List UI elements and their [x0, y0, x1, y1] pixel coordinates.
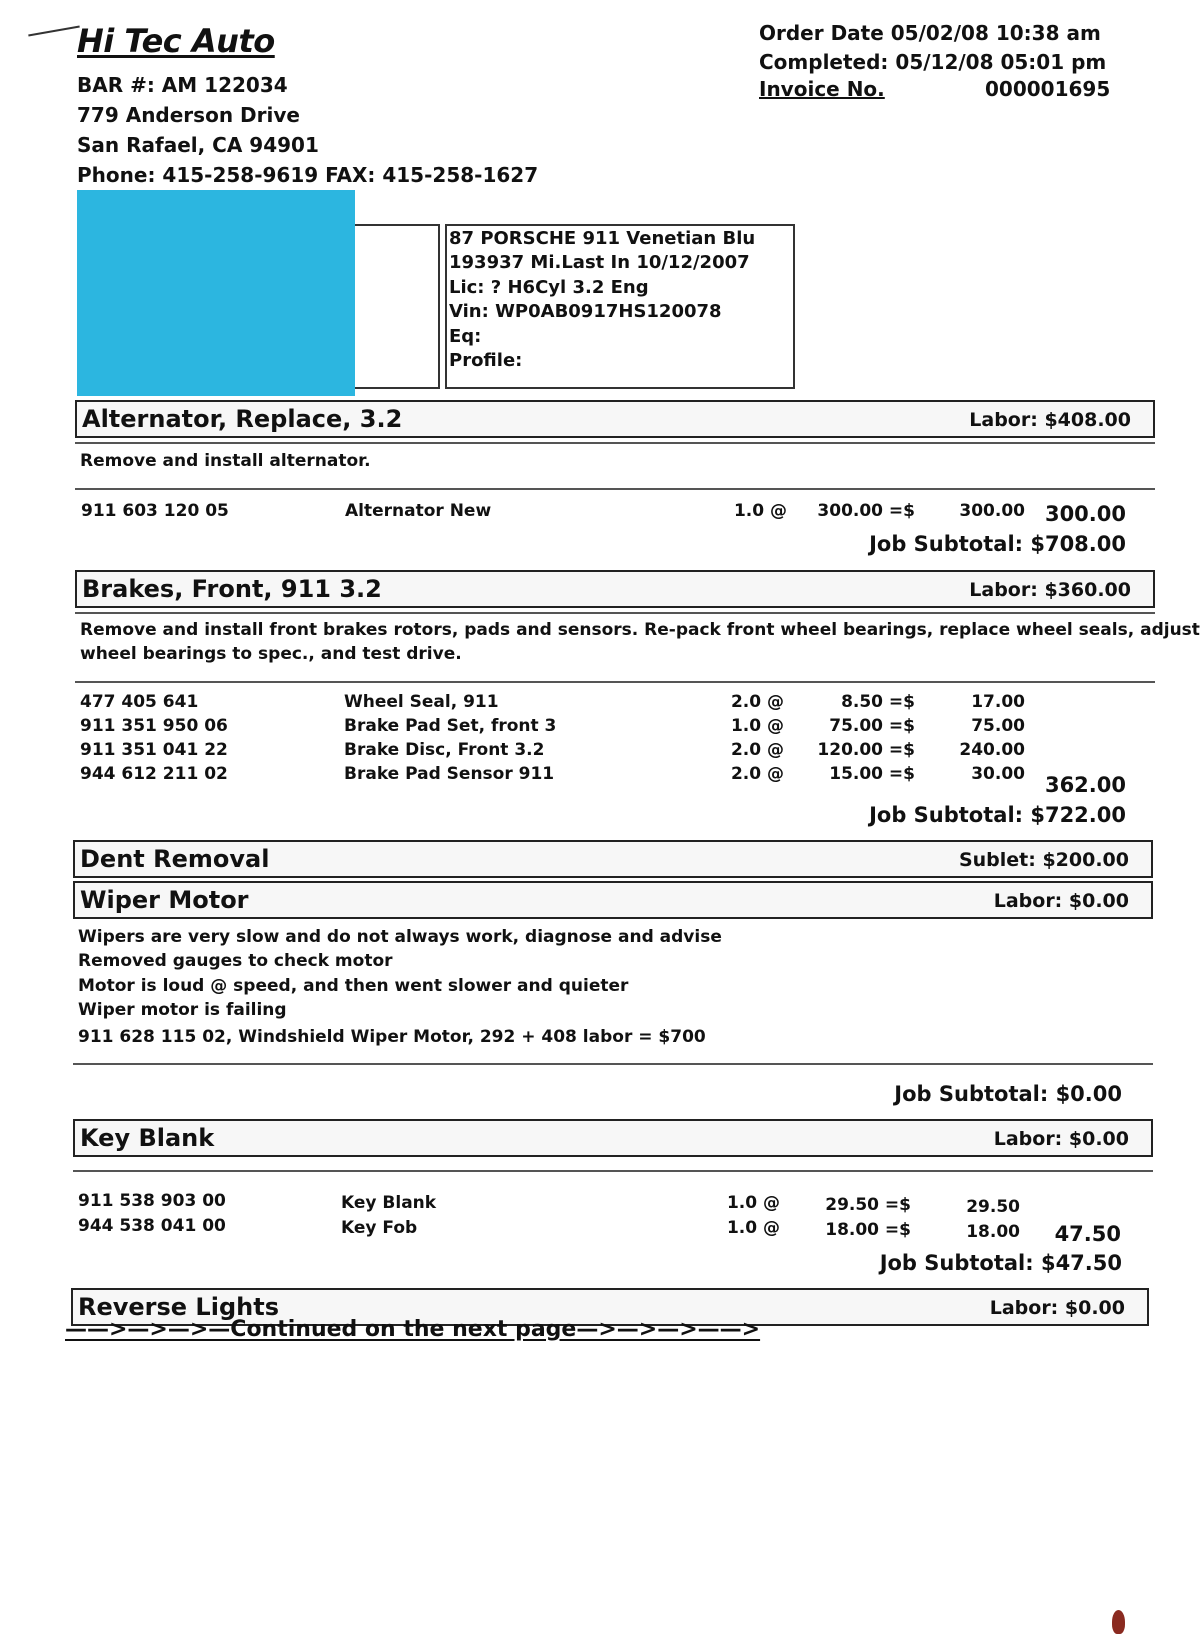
parts-total: 300.00 — [1044, 502, 1126, 526]
vehicle-license: Lic: ? H6Cyl 3.2 Eng — [449, 277, 649, 298]
part-number: 911 603 120 05 — [81, 501, 229, 521]
job-title: Key Blank — [80, 1124, 215, 1152]
part-extended: 300.00 — [959, 501, 1025, 521]
part-quantity: 1.0 @ — [726, 1218, 780, 1238]
invoice-label: Invoice No. — [759, 77, 885, 101]
job-description: Wipers are very slow and do not always work, diagnose and advise — [78, 927, 722, 947]
job-description: wheel bearings to spec., and test drive. — [80, 644, 462, 664]
bar-number: BAR #: AM 122034 — [77, 73, 288, 97]
part-unit-price: 15.00 =$ — [829, 764, 915, 784]
job-header-wiper-motor — [73, 881, 1153, 919]
part-number: 911 351 950 06 — [80, 716, 228, 736]
job-description: 911 628 115 02, Windshield Wiper Motor, 292 + 408 labor = $700 — [78, 1027, 706, 1047]
part-number: 944 612 211 02 — [80, 764, 228, 784]
part-unit-price: 120.00 =$ — [817, 740, 915, 760]
part-extended: 29.50 — [966, 1197, 1020, 1217]
job-title: Wiper Motor — [80, 886, 249, 914]
job-description: Remove and install alternator. — [80, 451, 371, 471]
shop-street: 779 Anderson Drive — [77, 103, 300, 127]
part-quantity: 2.0 @ — [730, 692, 784, 712]
vehicle-mileage: 193937 Mi.Last In 10/12/2007 — [449, 252, 750, 273]
part-quantity: 2.0 @ — [730, 740, 784, 760]
part-description: Brake Disc, Front 3.2 — [344, 740, 545, 760]
part-description: Brake Pad Sensor 911 — [344, 764, 555, 784]
part-quantity: 1.0 @ — [733, 501, 787, 521]
divider — [75, 442, 1155, 444]
job-description: Remove and install front brakes rotors, pads and sensors. Re-pack front wheel bearings, replace wheel seals, adjust — [80, 620, 1200, 640]
invoice-number: 000001695 — [985, 77, 1111, 101]
part-number: 911 538 903 00 — [78, 1191, 226, 1211]
part-extended: 240.00 — [959, 740, 1025, 760]
job-title: Brakes, Front, 911 3.2 — [82, 575, 382, 603]
part-quantity: 1.0 @ — [730, 716, 784, 736]
job-header-dent-removal — [73, 840, 1153, 878]
ink-spot — [1112, 1610, 1125, 1634]
divider — [75, 488, 1155, 490]
customer-box — [345, 224, 440, 389]
job-labor: Labor: $0.00 — [993, 1128, 1129, 1150]
part-number: 944 538 041 00 — [78, 1216, 226, 1236]
job-subtotal: Job Subtotal: $722.00 — [869, 803, 1126, 827]
part-description: Key Fob — [341, 1218, 418, 1238]
job-subtotal: Job Subtotal: $708.00 — [869, 532, 1126, 556]
job-title: Dent Removal — [80, 845, 270, 873]
job-header-key-blank — [73, 1119, 1153, 1157]
job-subtotal: Job Subtotal: $0.00 — [894, 1082, 1122, 1106]
part-description: Wheel Seal, 911 — [344, 692, 499, 712]
parts-total: 47.50 — [1054, 1222, 1121, 1246]
part-unit-price: 8.50 =$ — [841, 692, 915, 712]
shop-name: Hi Tec Auto — [77, 22, 275, 60]
shop-city: San Rafael, CA 94901 — [77, 133, 319, 157]
part-extended: 75.00 — [971, 716, 1025, 736]
part-unit-price: 29.50 =$ — [825, 1195, 911, 1215]
continued-notice: ——>—>—>—Continued on the next page—>—>—>——> — [65, 1317, 761, 1342]
part-extended: 30.00 — [971, 764, 1025, 784]
job-labor: Labor: $408.00 — [969, 409, 1131, 431]
job-sublet: Sublet: $200.00 — [958, 849, 1129, 871]
job-subtotal: Job Subtotal: $47.50 — [879, 1251, 1122, 1275]
part-quantity: 1.0 @ — [726, 1193, 780, 1213]
shop-phone: Phone: 415-258-9619 FAX: 415-258-1627 — [77, 163, 539, 187]
divider — [73, 1063, 1153, 1065]
part-description: Brake Pad Set, front 3 — [344, 716, 557, 736]
job-description: Wiper motor is failing — [78, 1000, 287, 1020]
job-labor: Labor: $0.00 — [989, 1297, 1125, 1319]
pen-mark — [28, 26, 80, 37]
part-number: 911 351 041 22 — [80, 740, 228, 760]
part-number: 477 405 641 — [80, 692, 199, 712]
divider — [75, 612, 1155, 614]
job-title: Alternator, Replace, 3.2 — [82, 405, 403, 433]
job-header-brakes — [75, 570, 1155, 608]
job-description: Removed gauges to check motor — [78, 951, 393, 971]
vehicle-vin: Vin: WP0AB0917HS120078 — [449, 301, 722, 322]
vehicle-model: 87 PORSCHE 911 Venetian Blu — [449, 228, 756, 249]
part-unit-price: 18.00 =$ — [825, 1220, 911, 1240]
vehicle-equipment: Eq: — [449, 326, 482, 347]
job-title: Reverse Lights — [78, 1293, 279, 1321]
job-header-alternator — [75, 400, 1155, 438]
completed-date: Completed: 05/12/08 05:01 pm — [759, 50, 1107, 74]
part-extended: 17.00 — [971, 692, 1025, 712]
part-unit-price: 300.00 =$ — [817, 501, 915, 521]
order-date: Order Date 05/02/08 10:38 am — [759, 21, 1101, 45]
part-description: Key Blank — [341, 1193, 437, 1213]
part-description: Alternator New — [345, 501, 492, 521]
part-extended: 18.00 — [966, 1222, 1020, 1242]
vehicle-profile: Profile: — [449, 350, 523, 371]
divider — [75, 681, 1155, 683]
part-unit-price: 75.00 =$ — [829, 716, 915, 736]
parts-total: 362.00 — [1044, 773, 1126, 797]
job-labor: Labor: $0.00 — [993, 890, 1129, 912]
divider — [73, 1170, 1153, 1172]
job-description: Motor is loud @ speed, and then went slower and quieter — [78, 976, 629, 996]
redaction-block — [77, 190, 355, 396]
part-quantity: 2.0 @ — [730, 764, 784, 784]
job-labor: Labor: $360.00 — [969, 579, 1131, 601]
